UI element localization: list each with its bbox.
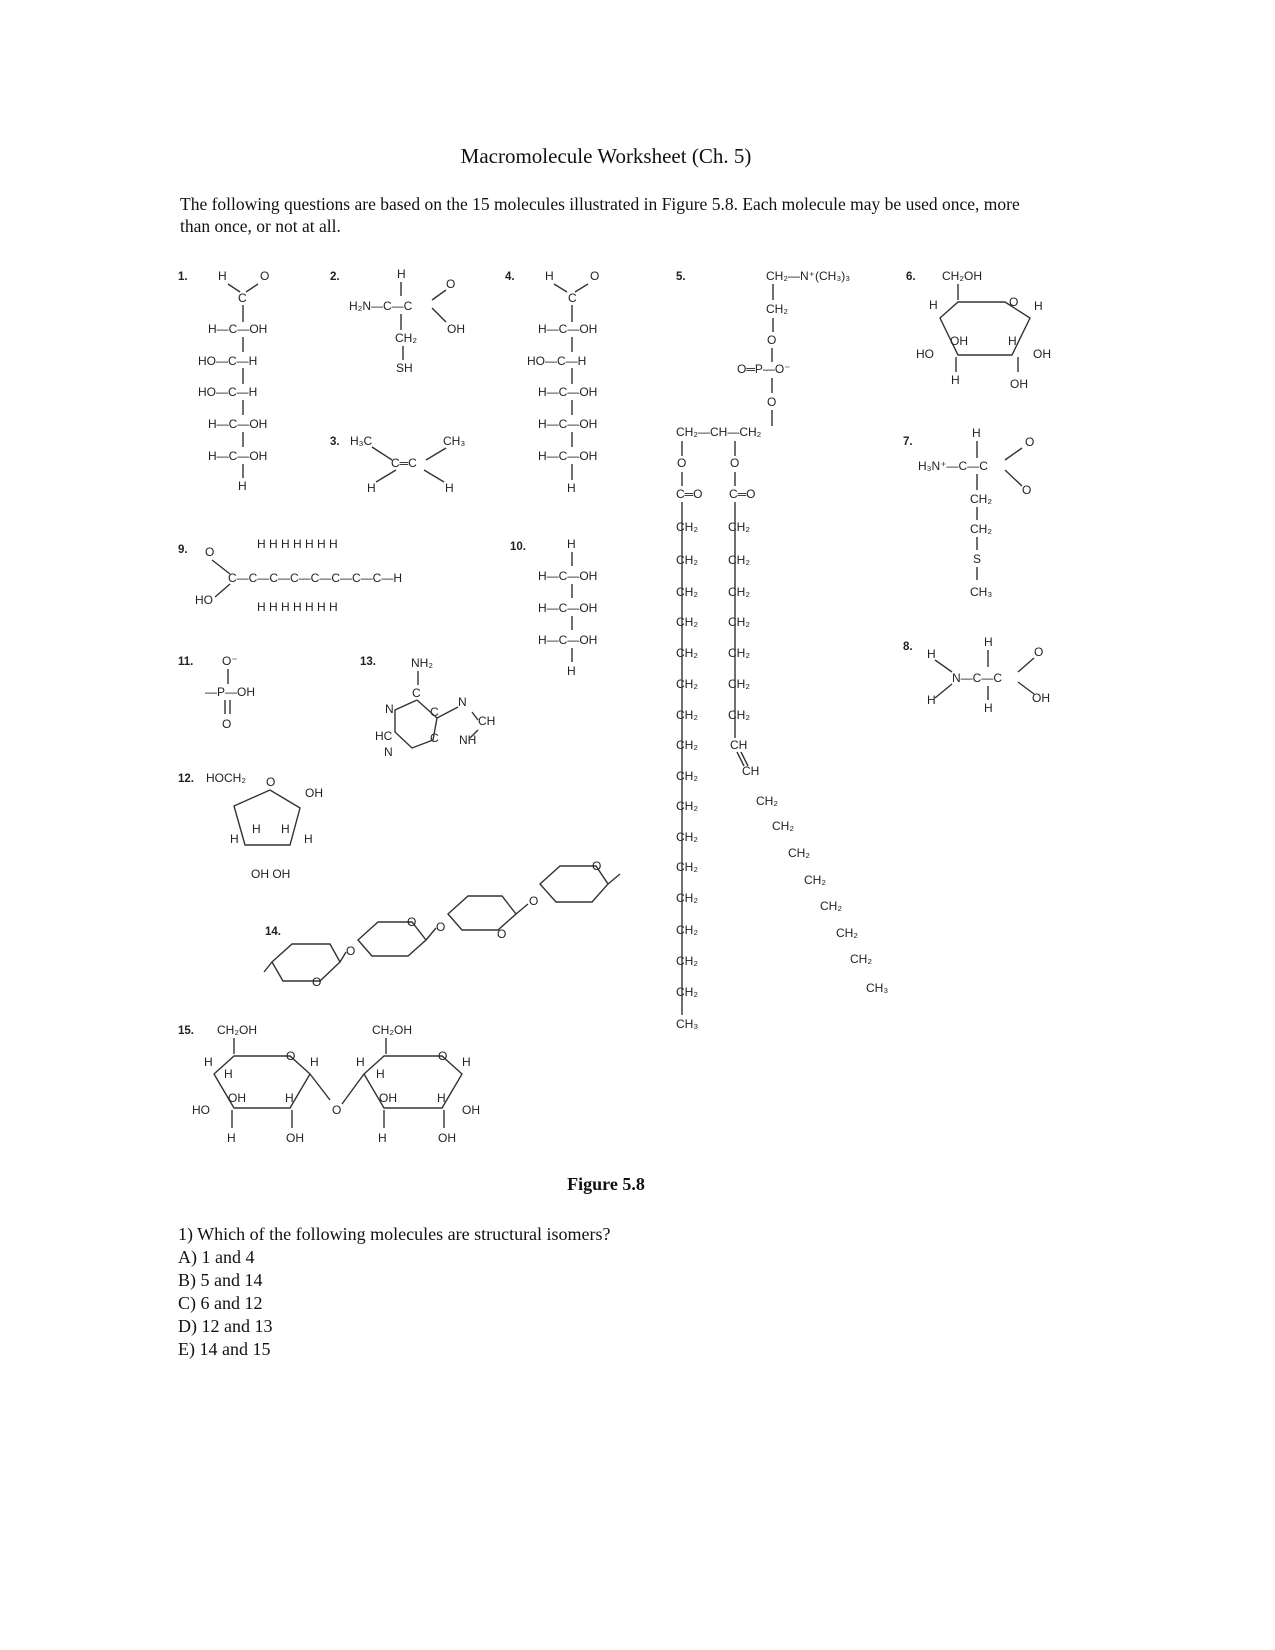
- svg-text:C: C: [412, 686, 421, 700]
- svg-text:OH: OH: [286, 1131, 304, 1145]
- svg-text:O: O: [436, 920, 446, 934]
- molecule-6-structure: [916, 269, 1051, 391]
- svg-text:OH: OH: [447, 322, 465, 336]
- svg-text:C: C: [238, 291, 247, 305]
- svg-text:CH₂: CH₂: [676, 585, 698, 599]
- svg-text:N—C—C: N—C—C: [952, 671, 1002, 685]
- figure-caption: Figure 5.8: [567, 1174, 645, 1194]
- molecule-number: 13.: [360, 656, 376, 668]
- svg-text:H—C—OH: H—C—OH: [538, 322, 598, 336]
- svg-text:CH₂: CH₂: [676, 799, 698, 813]
- answer-choice-b: B) 5 and 14: [178, 1270, 263, 1290]
- svg-text:H: H: [1034, 299, 1043, 313]
- svg-text:H—C—OH: H—C—OH: [208, 449, 268, 463]
- svg-text:HO—C—H: HO—C—H: [198, 385, 258, 399]
- svg-text:CH₂: CH₂: [728, 708, 750, 722]
- svg-text:O: O: [438, 1049, 448, 1063]
- question-1: [178, 1223, 611, 1361]
- svg-text:O: O: [222, 717, 232, 731]
- svg-text:H: H: [984, 701, 993, 715]
- answer-choice-c: C) 6 and 12: [178, 1293, 263, 1313]
- svg-text:CH₂: CH₂: [676, 860, 698, 874]
- svg-text:H: H: [238, 479, 247, 493]
- svg-text:HC: HC: [375, 729, 393, 743]
- svg-text:O: O: [1034, 645, 1044, 659]
- svg-text:C: C: [430, 705, 439, 719]
- molecule-number: 3.: [330, 436, 340, 448]
- svg-text:C═O: C═O: [729, 487, 756, 501]
- svg-text:CH₃: CH₃: [866, 981, 889, 995]
- svg-text:H H H H H H H: H H H H H H H: [257, 600, 338, 614]
- svg-text:CH₂: CH₂: [728, 585, 750, 599]
- svg-text:CH₂: CH₂: [970, 522, 992, 536]
- svg-text:OH: OH: [438, 1131, 456, 1145]
- molecule-7-structure: [918, 426, 1034, 599]
- svg-text:O: O: [767, 395, 777, 409]
- svg-text:CH₃: CH₃: [443, 434, 466, 448]
- svg-text:H: H: [1008, 334, 1017, 348]
- svg-text:CH: CH: [730, 738, 748, 752]
- molecule-12-structure: [206, 771, 323, 881]
- svg-text:O: O: [767, 333, 777, 347]
- svg-text:H: H: [984, 635, 993, 649]
- svg-text:S: S: [973, 552, 982, 566]
- svg-text:HO: HO: [195, 593, 213, 607]
- svg-text:CH₂: CH₂: [676, 646, 698, 660]
- svg-text:NH: NH: [459, 733, 477, 747]
- svg-text:CH₂: CH₂: [850, 952, 872, 966]
- molecule-5-structure: [676, 269, 888, 1031]
- svg-text:O: O: [332, 1103, 342, 1117]
- svg-text:H: H: [285, 1091, 294, 1105]
- svg-text:O: O: [286, 1049, 296, 1063]
- svg-text:CH₂: CH₂: [756, 794, 778, 808]
- svg-text:O: O: [1025, 435, 1035, 449]
- svg-text:OH OH: OH OH: [251, 867, 291, 881]
- svg-text:CH₂: CH₂: [836, 926, 858, 940]
- svg-text:H—C—OH: H—C—OH: [208, 322, 268, 336]
- svg-text:CH₂OH: CH₂OH: [942, 269, 982, 283]
- svg-text:CH₂: CH₂: [772, 819, 794, 833]
- svg-text:HO—C—H: HO—C—H: [527, 354, 587, 368]
- svg-text:H: H: [281, 822, 290, 836]
- molecule-number: 8.: [903, 641, 913, 653]
- molecule-number: 15.: [178, 1025, 194, 1037]
- svg-text:CH: CH: [742, 764, 760, 778]
- svg-text:CH: CH: [478, 714, 496, 728]
- svg-text:C═C: C═C: [391, 456, 417, 470]
- svg-text:C═O: C═O: [676, 487, 703, 501]
- svg-text:CH₂: CH₂: [676, 830, 698, 844]
- svg-text:HO—C—H: HO—C—H: [198, 354, 258, 368]
- svg-text:H: H: [378, 1131, 387, 1145]
- svg-text:H: H: [972, 426, 981, 440]
- svg-text:C: C: [430, 731, 439, 745]
- svg-text:C—C—C—C—C—C—C—C—H: C—C—C—C—C—C—C—C—H: [228, 571, 402, 585]
- svg-text:O: O: [260, 269, 270, 283]
- svg-text:O: O: [592, 859, 602, 873]
- molecule-number: 5.: [676, 271, 686, 283]
- svg-text:CH₂: CH₂: [395, 331, 417, 345]
- svg-text:OH: OH: [305, 786, 323, 800]
- svg-text:H: H: [252, 822, 261, 836]
- svg-text:H: H: [927, 647, 936, 661]
- svg-text:O: O: [346, 944, 356, 958]
- svg-text:CH₂: CH₂: [676, 553, 698, 567]
- svg-text:H: H: [204, 1055, 213, 1069]
- svg-text:CH₂: CH₂: [676, 738, 698, 752]
- svg-text:H: H: [356, 1055, 365, 1069]
- svg-text:H—C—OH: H—C—OH: [538, 569, 598, 583]
- svg-text:H₃C: H₃C: [350, 434, 373, 448]
- svg-text:CH₂: CH₂: [820, 899, 842, 913]
- molecule-number: 14.: [265, 926, 281, 938]
- molecule-number: 4.: [505, 271, 515, 283]
- svg-text:CH₂: CH₂: [676, 954, 698, 968]
- svg-text:CH₂—CH—CH₂: CH₂—CH—CH₂: [676, 425, 762, 439]
- svg-text:CH₂: CH₂: [676, 520, 698, 534]
- svg-text:H: H: [462, 1055, 471, 1069]
- svg-text:H: H: [218, 269, 227, 283]
- svg-text:CH₂: CH₂: [728, 615, 750, 629]
- svg-text:O: O: [1009, 295, 1019, 309]
- question-prompt: 1) Which of the following molecules are structural isomers?: [178, 1224, 611, 1244]
- svg-text:H: H: [567, 537, 576, 551]
- svg-text:CH₂: CH₂: [676, 891, 698, 905]
- molecule-number: 2.: [330, 271, 340, 283]
- molecule-number: 11.: [178, 656, 194, 668]
- svg-text:CH₂: CH₂: [728, 677, 750, 691]
- svg-text:OH: OH: [950, 334, 968, 348]
- svg-text:O: O: [205, 545, 215, 559]
- svg-text:H H H H H H H: H H H H H H H: [257, 537, 338, 551]
- svg-text:O: O: [446, 277, 456, 291]
- svg-text:O: O: [266, 775, 276, 789]
- svg-text:H—C—OH: H—C—OH: [538, 449, 598, 463]
- svg-text:CH₂: CH₂: [970, 492, 992, 506]
- svg-text:H: H: [304, 832, 313, 846]
- svg-text:CH₂: CH₂: [676, 985, 698, 999]
- molecule-10-structure: [538, 537, 597, 678]
- svg-text:H: H: [397, 267, 406, 281]
- svg-text:CH₂: CH₂: [728, 553, 750, 567]
- molecule-15-structure: [192, 1023, 480, 1145]
- svg-text:H: H: [437, 1091, 446, 1105]
- molecule-number: 6.: [906, 271, 916, 283]
- worksheet-title: Macromolecule Worksheet (Ch. 5): [460, 144, 752, 168]
- svg-text:H—C—OH: H—C—OH: [538, 385, 598, 399]
- svg-text:N: N: [458, 695, 467, 709]
- svg-text:O: O: [677, 456, 687, 470]
- svg-text:O: O: [407, 915, 417, 929]
- molecule-13-structure: [375, 656, 495, 759]
- molecule-14-structure: [264, 859, 620, 989]
- svg-text:H: H: [367, 481, 376, 495]
- molecule-8-structure: [927, 635, 1050, 715]
- svg-text:H: H: [376, 1067, 385, 1081]
- svg-text:H: H: [927, 693, 936, 707]
- svg-text:CH₂: CH₂: [676, 923, 698, 937]
- svg-text:HO: HO: [916, 347, 934, 361]
- molecule-9-structure: [195, 537, 402, 614]
- svg-text:H—C—OH: H—C—OH: [208, 417, 268, 431]
- svg-text:SH: SH: [396, 361, 413, 375]
- molecule-number: 9.: [178, 544, 188, 556]
- svg-text:H: H: [567, 664, 576, 678]
- molecule-2-structure: [349, 267, 465, 375]
- svg-text:CH₂: CH₂: [728, 520, 750, 534]
- intro-paragraph: The following questions are based on the 15 molecules illustrated in Figure 5.8. Each molecule may be used once, more than once, or not at all.: [180, 194, 1020, 236]
- svg-text:O: O: [1022, 483, 1032, 497]
- svg-text:C: C: [568, 291, 577, 305]
- svg-text:CH₂: CH₂: [804, 873, 826, 887]
- svg-text:CH₂: CH₂: [676, 677, 698, 691]
- svg-text:OH: OH: [228, 1091, 246, 1105]
- svg-text:O═P—O⁻: O═P—O⁻: [737, 362, 791, 376]
- svg-text:O: O: [497, 927, 507, 941]
- svg-text:OH: OH: [379, 1091, 397, 1105]
- svg-text:CH₃: CH₃: [970, 585, 993, 599]
- svg-text:—P—OH: —P—OH: [205, 685, 256, 699]
- svg-text:CH₂: CH₂: [676, 769, 698, 783]
- svg-text:H: H: [951, 373, 960, 387]
- svg-text:H: H: [929, 298, 938, 312]
- svg-text:H: H: [227, 1131, 236, 1145]
- molecule-number: 12.: [178, 773, 194, 785]
- svg-text:H—C—OH: H—C—OH: [538, 417, 598, 431]
- svg-text:CH₂OH: CH₂OH: [372, 1023, 412, 1037]
- svg-text:H—C—OH: H—C—OH: [538, 601, 598, 615]
- svg-text:OH: OH: [1032, 691, 1050, 705]
- molecule-number: 7.: [903, 436, 913, 448]
- svg-text:CH₂: CH₂: [728, 646, 750, 660]
- svg-text:O: O: [529, 894, 539, 908]
- svg-text:H—C—OH: H—C—OH: [538, 633, 598, 647]
- svg-text:H: H: [224, 1067, 233, 1081]
- svg-text:OH: OH: [1010, 377, 1028, 391]
- svg-text:H: H: [230, 832, 239, 846]
- answer-choice-e: E) 14 and 15: [178, 1339, 271, 1359]
- svg-text:O⁻: O⁻: [222, 654, 238, 668]
- svg-text:CH₂OH: CH₂OH: [217, 1023, 257, 1037]
- svg-text:H: H: [567, 481, 576, 495]
- svg-text:H: H: [445, 481, 454, 495]
- molecule-3-structure: [350, 434, 465, 495]
- svg-text:H₂N—C—C: H₂N—C—C: [349, 299, 413, 313]
- svg-text:OH: OH: [462, 1103, 480, 1117]
- svg-text:O: O: [590, 269, 600, 283]
- molecule-number: 1.: [178, 271, 188, 283]
- svg-text:NH₂: NH₂: [411, 656, 433, 670]
- svg-text:O: O: [730, 456, 740, 470]
- svg-text:CH₂: CH₂: [788, 846, 810, 860]
- svg-text:CH₂: CH₂: [766, 302, 788, 316]
- svg-text:CH₂: CH₂: [676, 615, 698, 629]
- svg-text:CH₂—N⁺(CH₃)₃: CH₂—N⁺(CH₃)₃: [766, 269, 851, 283]
- answer-choice-d: D) 12 and 13: [178, 1316, 273, 1336]
- molecule-1-structure: [198, 269, 269, 493]
- svg-text:CH₃: CH₃: [676, 1017, 699, 1031]
- svg-text:H: H: [545, 269, 554, 283]
- molecule-11-structure: [205, 654, 255, 731]
- svg-text:H₃N⁺—C—C: H₃N⁺—C—C: [918, 459, 988, 473]
- svg-text:N: N: [384, 745, 393, 759]
- molecule-4-structure: [527, 269, 599, 495]
- svg-text:HOCH₂: HOCH₂: [206, 771, 246, 785]
- answer-choice-a: A) 1 and 4: [178, 1247, 255, 1267]
- molecule-number: 10.: [510, 541, 526, 553]
- svg-text:N: N: [385, 702, 394, 716]
- svg-text:H: H: [310, 1055, 319, 1069]
- svg-text:O: O: [312, 975, 322, 989]
- svg-text:OH: OH: [1033, 347, 1051, 361]
- svg-text:CH₂: CH₂: [676, 708, 698, 722]
- svg-text:HO: HO: [192, 1103, 210, 1117]
